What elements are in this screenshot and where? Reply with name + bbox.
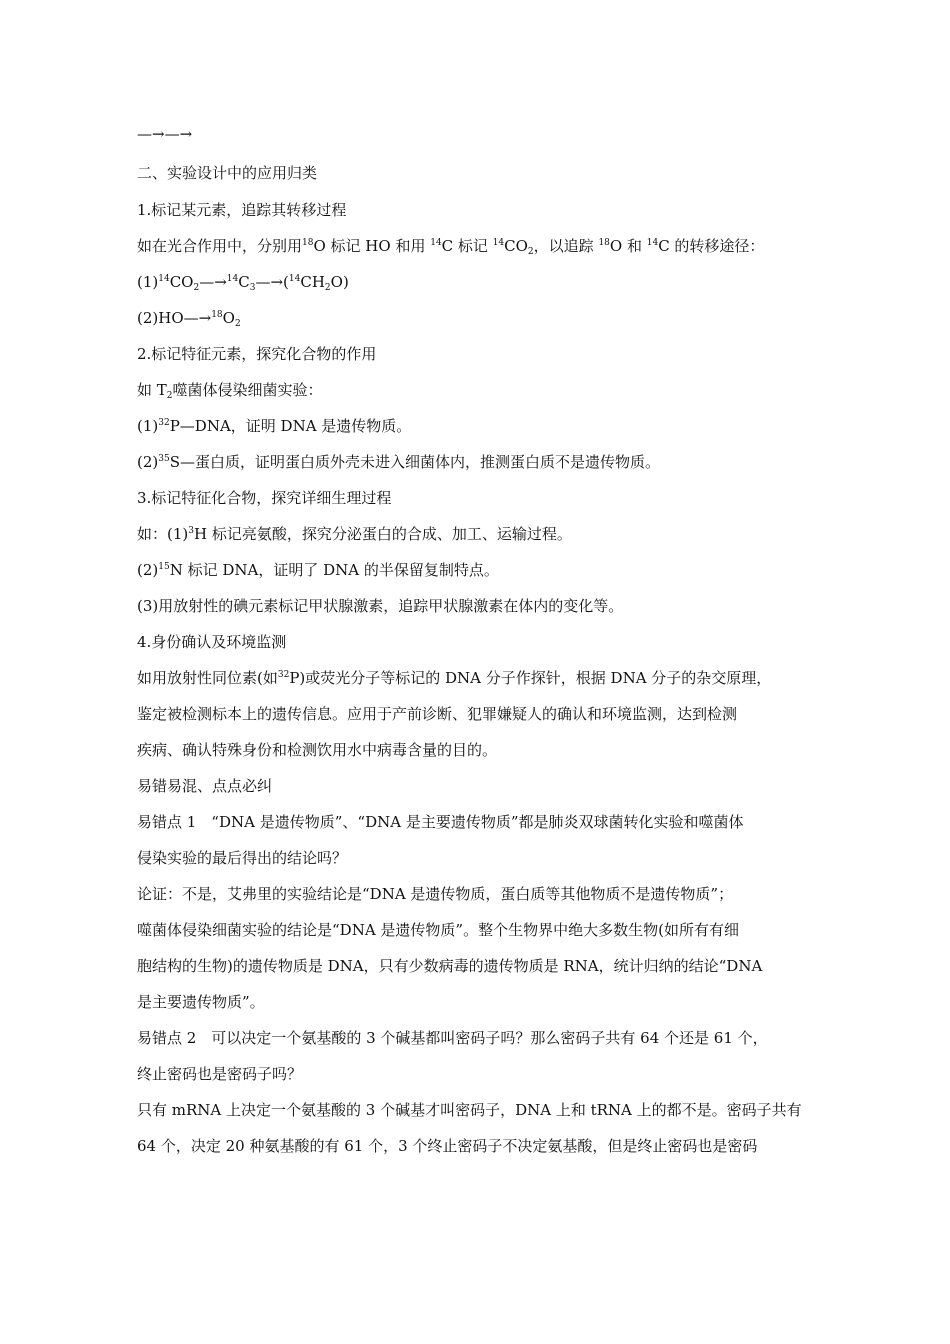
text-line: 2.标记特征元素，探究化合物的作用 <box>137 345 377 363</box>
text-line: 只有 mRNA 上决定一个氨基酸的 3 个碱基才叫密码子，DNA 上和 tRNA 上的都不是。密码子共有 <box>137 1101 802 1119</box>
text-line: 易错易混、点点必纠 <box>137 777 273 795</box>
text-line: 易错点 2 可以决定一个氨基酸的 3 个碱基都叫密码子吗？那么密码子共有 64 个还是 61 个， <box>137 1029 768 1047</box>
text-line: 是主要遗传物质”。 <box>137 993 265 1011</box>
text-line: —→—→ <box>137 125 193 143</box>
text-line: $(1)^{14}CO_2—\to^{14}C_3—\to(^{14}CH_2O)$ <box>137 273 349 293</box>
text-line: 3.标记特征化合物，探究详细生理过程 <box>137 489 392 507</box>
text-line: 64 个，决定 20 种氨基酸的有 61 个，3 个终止密码子不决定氨基酸，但是终止密码也是密码 <box>137 1137 758 1155</box>
text-line: 二、实验设计中的应用归类 <box>137 164 318 182</box>
text-line: 如用放射性同位素(如$^{32}$P)或荧光分子等标记的 DNA 分子作探针，根据 DNA 分子的杂交原理， <box>137 669 772 687</box>
text-line: 如：$(1)^3H$ 标记亮氨酸，探究分泌蛋白的合成、加工、运输过程。 <box>137 525 572 543</box>
text-line: $(2)^{15}N$ 标记 DNA，证明了 DNA 的半保留复制特点。 <box>137 561 499 579</box>
text-line: 侵染实验的最后得出的结论吗？ <box>137 849 348 867</box>
text-line: (3)用放射性的碘元素标记甲状腺激素，追踪甲状腺激素在体内的变化等。 <box>137 597 624 615</box>
text-line: 如在光合作用中，分别用$^{18}$O 标记 HO 和用 $^{14}$C 标记 $^{14}CO_2$，以追踪 $^{18}$O 和 $^{14}$C 的转移途径： <box>137 237 765 257</box>
text-line: 胞结构的生物)的遗传物质是 DNA，只有少数病毒的遗传物质是 RNA，统计归纳的结论“DNA <box>137 957 763 975</box>
text-line: 1.标记某元素，追踪其转移过程 <box>137 201 347 219</box>
text-line: $(2)HO—\to^{18}O_2$ <box>137 309 241 329</box>
text-line: 4.身份确认及环境监测 <box>137 633 287 651</box>
text-line: $(2)^{35}S—$蛋白质，证明蛋白质外壳未进入细菌体内，推测蛋白质不是遗传物质。 <box>137 453 660 471</box>
text-line: 鉴定被检测标本上的遗传信息。应用于产前诊断、犯罪嫌疑人的确认和环境监测，达到检测 <box>137 705 738 723</box>
text-line: 易错点 1 “DNA 是遗传物质”、“DNA 是主要遗传物质”都是肺炎双球菌转化实验和噬菌体 <box>137 813 744 831</box>
text-line: 终止密码也是密码子吗？ <box>137 1065 303 1083</box>
text-line: 疾病、确认特殊身份和检测饮用水中病毒含量的目的。 <box>137 741 498 759</box>
text-line: $(1)^{32}P—DNA$，证明 DNA 是遗传物质。 <box>137 417 412 435</box>
text-line: 如 $T_2$噬菌体侵染细菌实验： <box>137 381 323 401</box>
text-line: 论证：不是，艾弗里的实验结论是“DNA 是遗传物质，蛋白质等其他物质不是遗传物质”； <box>137 885 734 903</box>
text-line: 噬菌体侵染细菌实验的结论是“DNA 是遗传物质”。整个生物界中绝大多数生物(如所有有细 <box>137 921 739 939</box>
